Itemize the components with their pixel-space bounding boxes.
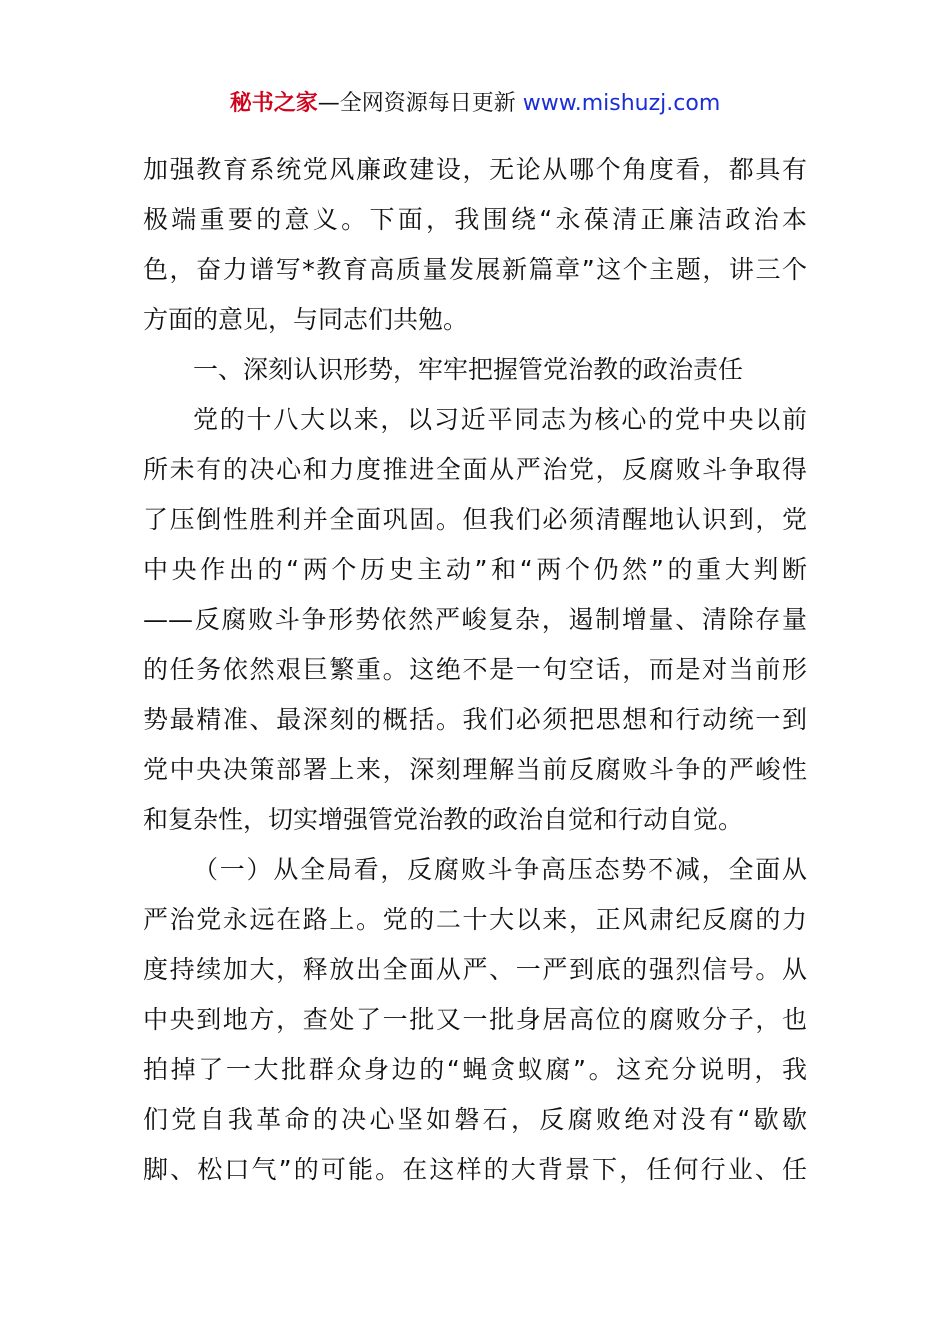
text-line: 势最精准、最深刻的概括。我们必须把思想和行动统一到 — [143, 705, 807, 734]
text-line: ——反腐败斗争形势依然严峻复杂，遏制增量、清除存量 — [143, 605, 807, 634]
text-line: 了压倒性胜利并全面巩固。但我们必须清醒地认识到，党 — [143, 505, 807, 534]
section-heading: 一、深刻认识形势，牢牢把握管党治教的政治责任 — [193, 355, 744, 384]
text-line: （一）从全局看，反腐败斗争高压态势不减，全面从 — [193, 855, 807, 884]
text-line: 的任务依然艰巨繁重。这绝不是一句空话，而是对当前形 — [143, 655, 807, 684]
text-line: 党的十八大以来，以习近平同志为核心的党中央以前 — [193, 405, 807, 434]
text-line: 党中央决策部署上来，深刻理解当前反腐败斗争的严峻性 — [143, 755, 807, 784]
brand-name: 秘书之家 — [229, 91, 318, 116]
text-line: 度持续加大，释放出全面从严、一严到底的强烈信号。从 — [143, 955, 807, 984]
page-header — [0, 88, 950, 120]
text-line: 方面的意见，与同志们共勉。 — [143, 305, 469, 334]
text-line: 加强教育系统党风廉政建设，无论从哪个角度看，都具有 — [143, 155, 807, 184]
text-line: 所未有的决心和力度推进全面从严治党，反腐败斗争取得 — [143, 455, 807, 484]
text-line: 色，奋力谱写*教育高质量发展新篇章”这个主题，讲三个 — [143, 255, 807, 284]
text-line: 和复杂性，切实增强管党治教的政治自觉和行动自觉。 — [143, 805, 744, 834]
text-line: 中央到地方，查处了一批又一批身居高位的腐败分子，也 — [143, 1005, 807, 1034]
text-line: 极端重要的意义。下面，我围绕“永葆清正廉洁政治本 — [143, 205, 807, 234]
text-line: 们党自我革命的决心坚如磐石，反腐败绝对没有“歇歇 — [143, 1105, 807, 1134]
text-line: 拍掉了一大批群众身边的“蝇贪蚁腐”。这充分说明，我 — [143, 1055, 807, 1084]
site-url-link[interactable]: www.mishuzj.com — [522, 91, 721, 116]
text-line: 中央作出的“两个历史主动”和“两个仍然”的重大判断 — [143, 555, 807, 584]
header-tagline: —全网资源每日更新 — [317, 91, 523, 116]
document-body — [143, 145, 807, 1195]
text-line: 脚、松口气”的可能。在这样的大背景下，任何行业、任 — [143, 1155, 807, 1184]
text-line: 严治党永远在路上。党的二十大以来，正风肃纪反腐的力 — [143, 905, 807, 934]
